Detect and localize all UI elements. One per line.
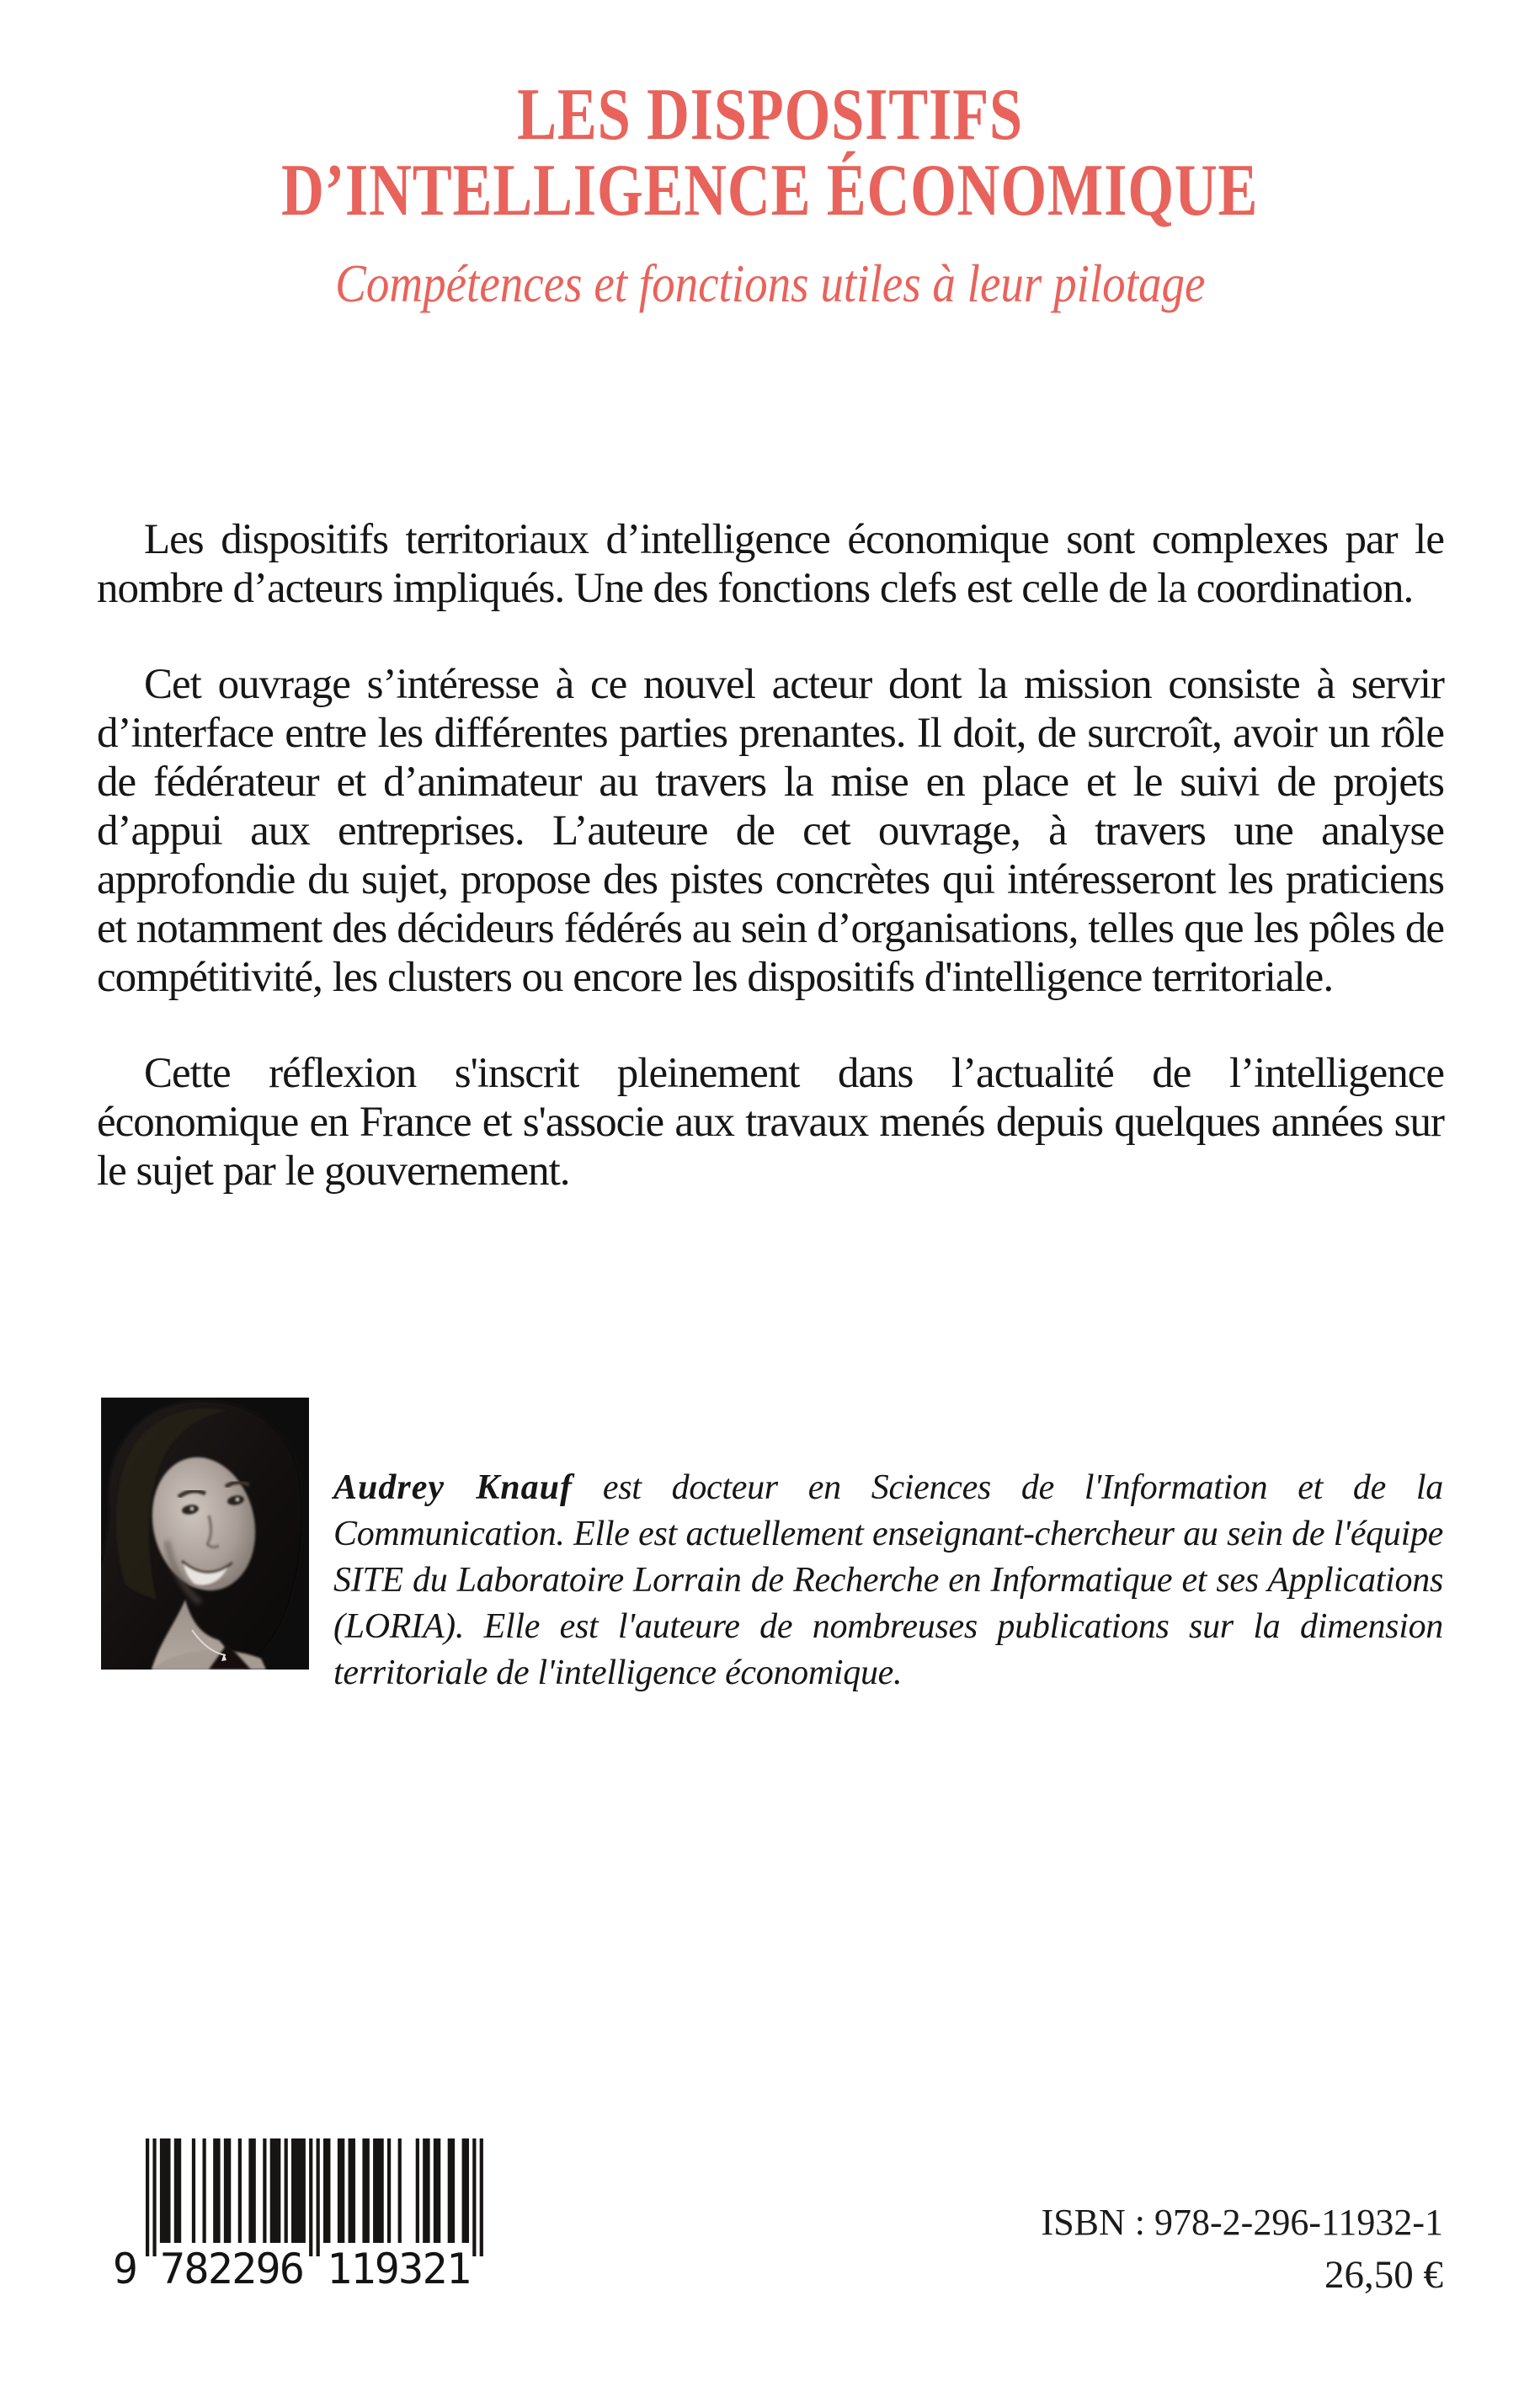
isbn-text: ISBN : 978-2-296-11932-1 [1041, 2202, 1443, 2243]
title-block [0, 74, 1540, 232]
ean13-barcode [99, 2138, 504, 2311]
author-photo [101, 1398, 309, 1670]
book-title-line1: LES DISPOSITIFS [517, 74, 1023, 156]
synopsis [97, 515, 1444, 1196]
isbn-block [1042, 2201, 1443, 2297]
book-subtitle: Compétences et fonctions utiles à leur pilotage [334, 253, 1206, 313]
synopsis-paragraph-3: Cette réflexion s'inscrit pleinement dans l’actualité de l’intelligence économique en France et s'associe aux travaux menés depuis quelques années sur le sujet par le gouvernement. [97, 1050, 1444, 1195]
author-bio [333, 1465, 1443, 1696]
synopsis-paragraph-2: Cet ouvrage s’intéresse à ce nouvel acteur dont la mission consiste à servir d’interface entre les différentes parties prenantes. Il doit, de surcroît, avoir un rôle de fédérateur et d’animateur au travers la mise en place et le suivi de projets d’appui aux entreprises. L’auteure de cet ouvrage, à travers une analyse approfondie du sujet, propose des pistes concrètes qui intéresseront les praticiens et notamment des décideurs fédérés au sein d’organisations, telles que les pôles de compétitivité, les clusters ou encore les dispositifs d'intelligence territoriale. [97, 661, 1444, 1001]
price-text: 26,50 € [1324, 2253, 1443, 2297]
barcode-digits-left: 782296 [160, 2245, 305, 2293]
barcode-digits-right: 119321 [327, 2245, 472, 2293]
barcode-bars [146, 2138, 483, 2256]
synopsis-paragraph-1: Les dispositifs territoriaux d’intelligence économique sont complexes par le nombre d’acteurs impliqués. Une des fonctions clefs est celle de la coordination. [97, 516, 1444, 612]
author-bio-text: est docteur en Sciences de l'Information et de la Communication. Elle est actuellement enseignant-chercheur au sein de l'équipe SITE du Laboratoire Lorrain de Recherche en Informatique et ses Applications (LORIA). Elle est l'auteure de nombreuses publications sur la dimension territoriale de l'intelligence économique. [333, 1468, 1443, 1692]
author-name: Audrey Knauf [333, 1468, 573, 1507]
barcode-digit-first: 9 [112, 2245, 138, 2293]
book-title-line2: D’INTELLIGENCE ÉCONOMIQUE [281, 150, 1259, 232]
